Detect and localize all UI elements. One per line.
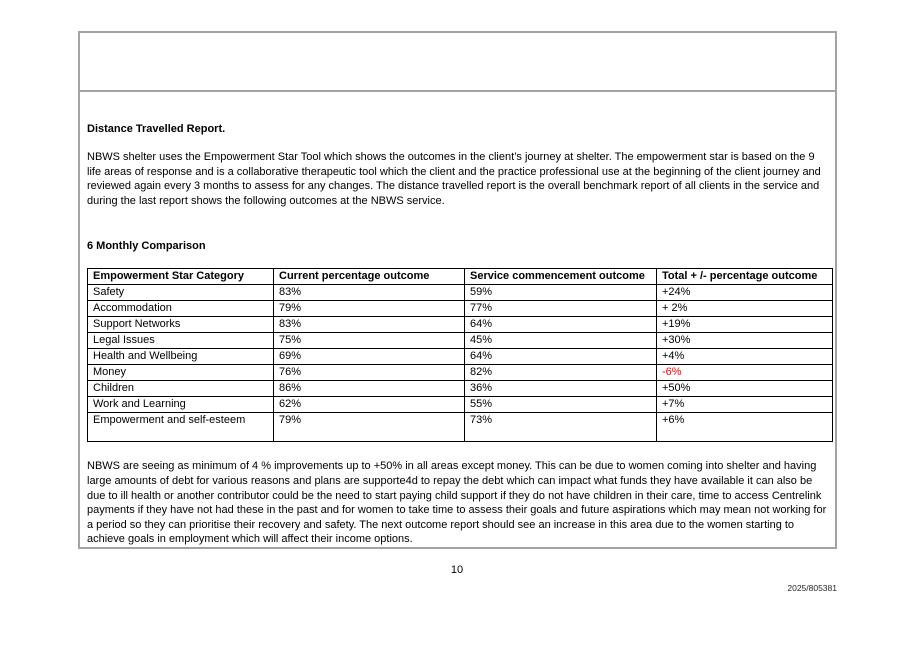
cell-total: +19% xyxy=(657,317,833,333)
empty-header-box xyxy=(78,31,837,91)
column-header-current: Current percentage outcome xyxy=(274,269,465,285)
cell-category: Support Networks xyxy=(88,317,274,333)
table-row xyxy=(88,381,833,397)
cell-current: 75% xyxy=(274,333,465,349)
cell-total: +30% xyxy=(657,333,833,349)
cell-commencement: 73% xyxy=(465,413,657,442)
cell-current: 83% xyxy=(274,285,465,301)
cell-total: +24% xyxy=(657,285,833,301)
column-header-total: Total + /- percentage outcome xyxy=(657,269,833,285)
cell-category: Health and Wellbeing xyxy=(88,349,274,365)
cell-category: Safety xyxy=(88,285,274,301)
section-heading-6-monthly-comparison: 6 Monthly Comparison xyxy=(87,240,206,253)
cell-category: Children xyxy=(88,381,274,397)
report-title: Distance Travelled Report. xyxy=(87,123,226,135)
table-row xyxy=(88,301,833,317)
cell-category: Legal Issues xyxy=(88,333,274,349)
cell-category: Accommodation xyxy=(88,301,274,317)
cell-commencement: 36% xyxy=(465,381,657,397)
cell-commencement: 45% xyxy=(465,333,657,349)
cell-current: 76% xyxy=(274,365,465,381)
cell-category: Money xyxy=(88,365,274,381)
cell-category: Work and Learning xyxy=(88,397,274,413)
cell-commencement: 82% xyxy=(465,365,657,381)
report-closing-paragraph: NBWS are seeing as minimum of 4 % improvements up to +50% in all areas except money. This can be due to women coming into shelter and having large amounts of debt for various reasons and plans are supporte4d to repay the debt which can impact what funds they have available it can also be due to ill health or another contributor could be the need to start paying child support if they do not have children in their care, time to access Centrelink payments if they have not had these in the past and for women to take time to assess their goals and future aspirations which may mean not working for a period so they can prioritise their recovery and safety. The next outcome report should see an increase in this area due to the women starting to achieve goals in employment which will affect their income options. xyxy=(87,460,827,546)
cell-current: 69% xyxy=(274,349,465,365)
cell-total: + 2% xyxy=(657,301,833,317)
cell-total: +7% xyxy=(657,397,833,413)
cell-category: Empowerment and self-esteem xyxy=(88,413,274,442)
cell-commencement: 59% xyxy=(465,285,657,301)
empowerment-star-outcomes-table xyxy=(87,268,833,442)
cell-commencement: 64% xyxy=(465,317,657,333)
cell-current: 79% xyxy=(274,301,465,317)
cell-total-negative: -6% xyxy=(657,365,833,381)
report-content-box xyxy=(78,90,837,549)
document-reference-number: 2025/805381 xyxy=(787,583,837,593)
table-row xyxy=(88,333,833,349)
table-row xyxy=(88,349,833,365)
cell-commencement: 55% xyxy=(465,397,657,413)
cell-total: +50% xyxy=(657,381,833,397)
cell-total: +4% xyxy=(657,349,833,365)
cell-commencement: 64% xyxy=(465,349,657,365)
table-row xyxy=(88,413,833,442)
cell-current: 62% xyxy=(274,397,465,413)
table-row xyxy=(88,317,833,333)
table-row xyxy=(88,365,833,381)
cell-current: 86% xyxy=(274,381,465,397)
page-number: 10 xyxy=(450,564,464,576)
table-row xyxy=(88,285,833,301)
cell-current: 83% xyxy=(274,317,465,333)
cell-current: 79% xyxy=(274,413,465,442)
table-header-row xyxy=(88,269,833,285)
table-row xyxy=(88,397,833,413)
column-header-category: Empowerment Star Category xyxy=(88,269,274,285)
cell-total: +6% xyxy=(657,413,833,442)
report-intro-paragraph: NBWS shelter uses the Empowerment Star Tool which shows the outcomes in the client’s journey at shelter. The empowerment star is based on the 9 life areas of response and is a collaborative therapeutic tool which the client and the practice professional use at the beginning of the client journey and reviewed again every 3 months to assess for any changes. The distance travelled report is the overall benchmark report of all clients in the service and during the last report shows the following outcomes at the NBWS service. xyxy=(87,151,821,207)
cell-commencement: 77% xyxy=(465,301,657,317)
column-header-commencement: Service commencement outcome xyxy=(465,269,657,285)
